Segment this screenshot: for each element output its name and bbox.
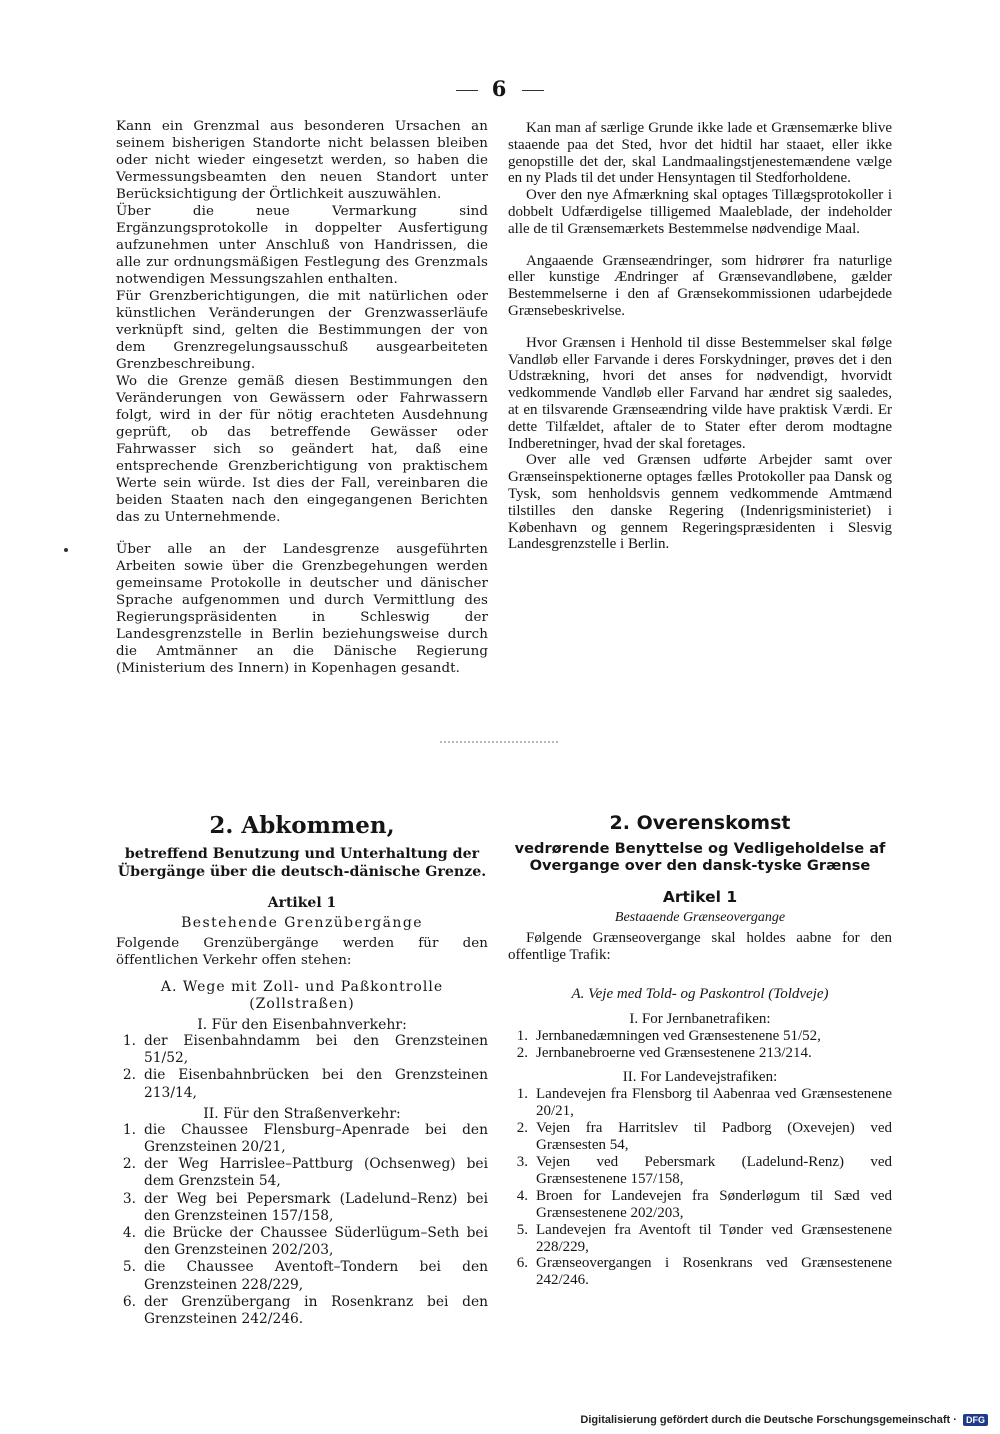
intro-de: Folgende Grenzübergänge werden für den öffentlichen Verkehr offen stehen:: [116, 936, 488, 968]
part-rail-da: I. For Jernbanetrafiken:: [629, 1010, 771, 1027]
de-paragraph-5: Über alle an der Landesgrenze ausgeführten Arbeiten sowie über die Grenzbegehungen werden gemeinsame Protokolle in deutscher und dänischer Sprache aufgenommen und durch Vermittlung des Regierungspräsidenten in Schleswig der Landesgrenzstelle in Berlin beziehungsweise durch die Amtmänner an die Dänische Regierung (Ministerium des Innern) in Kopenhagen gesandt.: [116, 542, 488, 676]
section-divider: [440, 741, 558, 743]
page-number: 6: [0, 76, 1000, 101]
list-item: 2. die Eisenbahnbrücken bei den Grenzsteinen 213/14,: [122, 1067, 488, 1101]
da-paragraph-2: Over den nye Afmærkning skal optages Tillægsprotokoller i dobbelt Udfærdigelse tilligemed Maaleblade, der indeholder alle de til Grænsemærkets Bestemmelse nødvendige Maal.: [508, 187, 892, 237]
list-item: 2. der Weg Harrislee–Pattburg (Ochsenweg) bei dem Grenzstein 54,: [122, 1156, 488, 1190]
article-subheading-da: Bestaaende Grænseovergange: [614, 910, 786, 925]
footer-text: Digitalisierung gefördert durch die Deutsche Forschungsgemeinschaft: [580, 1414, 951, 1426]
da-paragraph-4: Hvor Grænsen i Henhold til disse Bestemmelser skal følge Vandløb eller Farvande i deres Forskydninger, prøves det i den Udstrækning, hvori det anses for nødvendigt, hvorvidt vedkommende Vandløb eller Farvand har ændret sig saaledes, at en tilsvarende Grænseændring vilde have praktisk Værdi. Er dette Tilfældet, aftaler de to Stater efter derom modtagne Indberetninger, hvad der skal foretages.: [508, 334, 892, 452]
list-item: 5. die Chaussee Aventoft–Tondern bei den Grenzsteinen 228/229,: [122, 1259, 488, 1293]
de-paragraph-1: Kann ein Grenzmal aus besonderen Ursachen an seinem bisherigen Standorte nicht belassen bleiben oder nicht wieder eingesetzt werden, so haben die Vermessungsbeamten den neuen Standort unter Berücksichtigung der Örtlichkeit auszuwählen.: [116, 119, 488, 202]
agreement-german-column: [116, 812, 488, 1328]
list-item: 3. der Weg bei Pepersmark (Ladelund–Renz) bei den Grenzsteinen 157/158,: [122, 1190, 488, 1224]
list-item: 4. Broen for Landevejen fra Sønderløgum til Sæd ved Grænsestenene 202/203,: [516, 1187, 892, 1221]
list-item: 2. Jernbanebroerne ved Grænsestenene 213/214.: [516, 1044, 812, 1061]
article-heading-de: Artikel 1: [267, 895, 337, 911]
intro-da: Følgende Grænseovergange skal holdes aabne for den offentlige Trafik:: [508, 930, 892, 963]
dfg-logo: DFG: [963, 1414, 988, 1426]
section-a-da: A. Veje med Told- og Paskontrol (Toldveje): [571, 985, 829, 1002]
de-paragraph-3: Für Grenzberichtigungen, die mit natürlichen oder künstlichen Veränderungen der Grenzwasserläufe verknüpft sind, gelten die Bestimmungen der von dem Grenzregelungsausschuß ausgearbeiteten Grenzbeschreibung.: [116, 289, 488, 372]
agreement-danish-column: [508, 812, 892, 1289]
agreement-subtitle-de: betreffend Benutzung und Unterhaltung der Übergänge über die deutsch-dänische Grenze.: [117, 846, 487, 880]
stray-mark: [64, 548, 68, 552]
list-item: 1. Landevejen fra Flensborg til Aabenraa ved Grænsestenene 20/21,: [516, 1086, 892, 1120]
rail-list-de: [116, 1033, 488, 1102]
list-item: 1. die Chaussee Flensburg–Apenrade bei den Grenzsteinen 20/21,: [122, 1121, 488, 1156]
part-road-da: II. For Landevejstrafiken:: [622, 1069, 778, 1086]
part-rail-de: I. Für den Eisenbahnverkehr:: [197, 1017, 407, 1033]
da-paragraph-3: Angaaende Grænseændringer, som hidrører fra naturlige eller kunstige Ændringer af Grænsevandløbene, gælder Bestemmelserne i den af Grænsekommissionen udarbejdede Grænsebeskrivelse.: [508, 252, 892, 319]
digitization-credit: Digitalisierung gefördert durch die Deutsche Forschungsgemeinschaft · DFG: [580, 1414, 988, 1426]
road-list-da: [508, 1086, 892, 1289]
top-german-column: [116, 118, 488, 677]
list-item: 2. Vejen fra Harritslev til Padborg (Oxevejen) ved Grænsesten 54,: [516, 1120, 892, 1154]
list-item: 4. die Brücke der Chaussee Süderlügum–Seth bei den Grenzsteinen 202/203,: [122, 1225, 488, 1259]
list-item: 6. Grænseovergangen i Rosenkrans ved Grænsestenene 242/246.: [516, 1255, 892, 1289]
de-paragraph-4: Wo die Grenze gemäß diesen Bestimmungen den Veränderungen von Gewässern oder Fahrwassern folgt, wird in der für nötig erachteten Ausdehnung geprüft, ob das betreffende Gewässer oder Fahrwasser sich so geändert hat, daß eine entsprechende Grenzberichtigung von praktischem Werte sein würde. Ist dies der Fall, vereinbaren die beiden Staaten nach den eingegangenen Berichten das zu Unternehmende.: [116, 374, 488, 525]
list-item: 1. Jernbanedæmningen ved Grænsestenene 51/52,: [516, 1027, 821, 1044]
agreement-subtitle-da: vedrørende Benyttelse og Vedligeholdelse af Overgange over den dansk-tyske Grænse: [514, 840, 886, 874]
article-subheading-de: Bestehende Grenzübergänge: [181, 915, 423, 931]
da-paragraph-1: Kan man af særlige Grunde ikke lade et Grænsemærke blive staaende paa det Sted, hvor det hidtil har staaet, eller ikke genopstille det der, skal Landmaalingstjenestemændene vælge en ny Plads til det under Hensyntagen til Stedforholdene.: [508, 120, 892, 187]
page-number-dash-left: [456, 90, 478, 91]
agreement-title-da: 2. Overenskomst: [609, 812, 791, 834]
page-number-dash-right: [522, 90, 544, 91]
de-paragraph-2: Über die neue Vermarkung sind Ergänzungsprotokolle in doppelter Ausfertigung aufzunehmen unter Anschluß von Handrissen, die alle zur ordnungsmäßigen Festlegung des Grenzmals notwendigen Messungszahlen enthalten.: [116, 204, 488, 287]
list-item: 1. der Eisenbahndamm bei den Grenzsteinen 51/52,: [122, 1033, 488, 1067]
section-a-de: A. Wege mit Zoll- und Paßkontrolle (Zollstraßen): [160, 979, 444, 1012]
part-road-de: II. Für den Straßenverkehr:: [203, 1105, 401, 1122]
article-heading-da: Artikel 1: [662, 888, 738, 906]
road-list-de: [116, 1122, 488, 1328]
list-item: 6. der Grenzübergang in Rosenkranz bei den Grenzsteinen 242/246.: [122, 1293, 488, 1328]
agreement-title-de: 2. Abkommen,: [209, 812, 395, 839]
list-item: 3. Vejen ved Pebersmark (Ladelund-Renz) ved Grænsestenene 157/158,: [516, 1154, 892, 1187]
rail-list-da: [508, 1028, 892, 1062]
da-paragraph-5: Over alle ved Grænsen udførte Arbejder samt over Grænseinspektionerne optages fælles Protokoller paa Dansk og Tysk, som henholdsvis gennem vedkommende Amtmænd tilstilles den danske Regering (Indenrigsministeriet) i København og gennem Regeringspræsidenten i Slesvig Landesgrenzstelle i Berlin.: [508, 452, 892, 553]
top-danish-column: [508, 120, 892, 553]
list-item: 5. Landevejen fra Aventoft til Tønder ved Grænsestenene 228/229,: [516, 1221, 892, 1255]
